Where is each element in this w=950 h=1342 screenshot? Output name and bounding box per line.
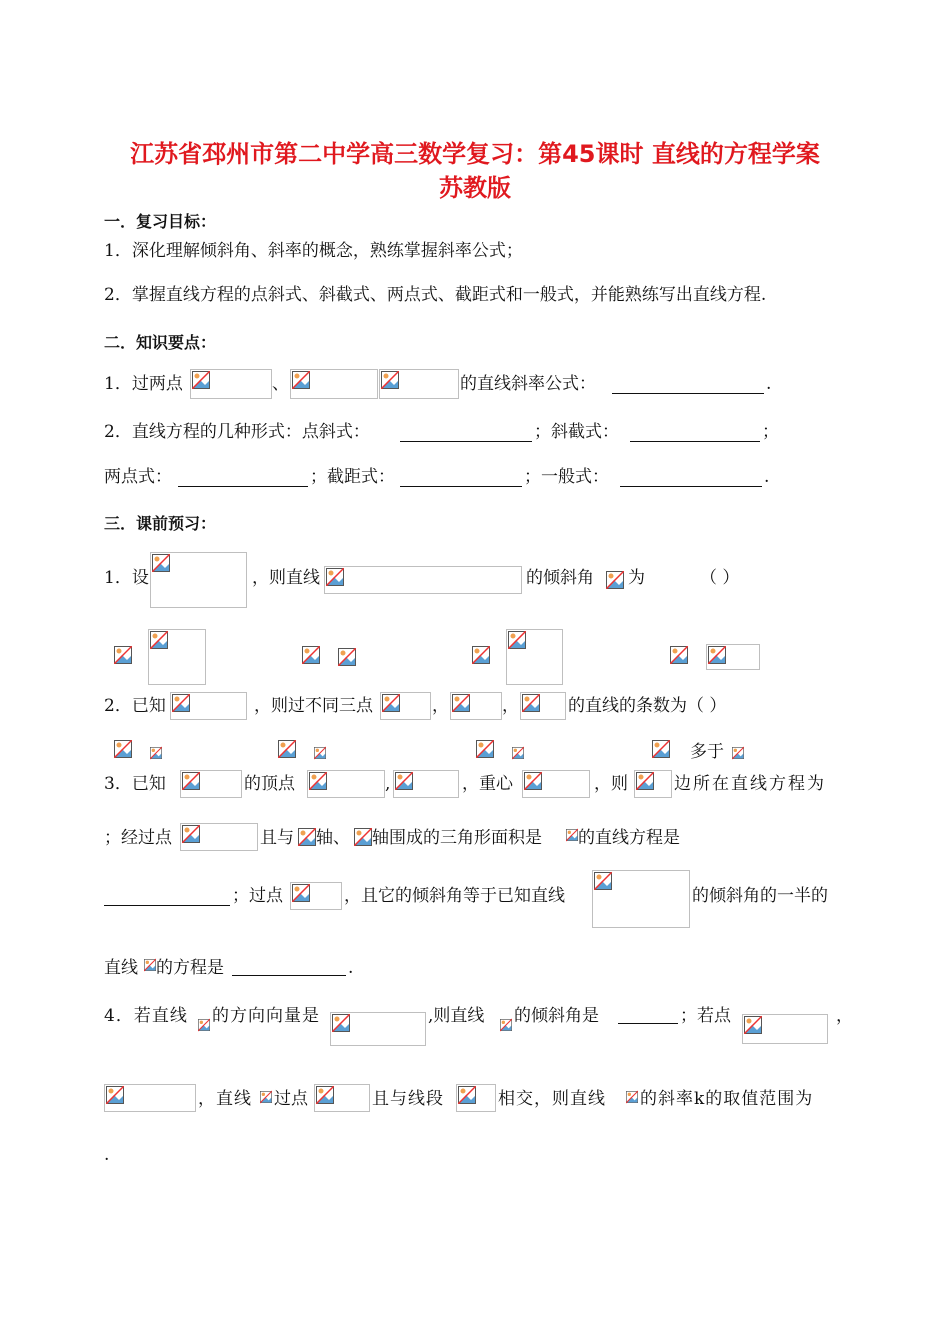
formula-image-icon [564,826,578,848]
pv-q1-mid2: 的倾斜角 [526,568,594,588]
formula-image-icon [104,1084,196,1112]
pv-q3-d: 边所在直线方程为 [674,774,826,794]
document-title-line2: 苏教版 [439,174,511,202]
pv-q3-l2-e: 的直线方程是 [578,828,680,848]
option-d-value-image [706,644,760,670]
formula-image-icon [592,870,690,928]
formula-image-icon [142,956,156,978]
pv-q3-comma: , [385,774,391,794]
formula-image-icon [314,1084,370,1112]
goal-item-1: 1．深化理解倾斜角、斜率的概念，熟练掌握斜率公式； [104,241,523,261]
answer-blank [612,393,764,394]
formula-image-icon [520,692,566,720]
formula-image-icon [604,569,626,591]
pv-q1-mid: ，则直线 [252,568,320,588]
pv-q2-mid: ，则过不同三点 [254,696,373,716]
option-b-image [276,738,302,764]
formula-image-icon [196,1016,210,1040]
kp-q2-d: ；一般式： [524,467,609,487]
formula-image-icon [150,552,247,608]
pv-q3-l2-a: ；经过点 [104,828,172,848]
formula-image-icon [456,1084,496,1112]
option-b-value-image [312,744,326,764]
pv-q4-c: 的倾斜角是 [514,1006,599,1026]
option-a-image [112,644,136,668]
option-c-value-image [510,744,524,764]
kp-q2-prefix: 2．直线方程的几种形式：点斜式： [104,422,370,442]
formula-image-icon [190,369,272,399]
option-d-text: 多于 [690,742,724,762]
pv-q1-prefix: 1．设 [104,568,149,588]
kp-q1-mid: 的直线斜率公式： [460,374,596,394]
formula-image-icon [742,1014,828,1044]
answer-blank [104,905,230,906]
formula-image-icon [624,1088,638,1110]
kp-q1-prefix: 1．过两点 [104,374,183,394]
option-a-value-image [148,629,206,685]
kp-q2-c: ；截距式： [310,467,395,487]
formula-image-icon [180,770,242,798]
option-a-image [112,738,138,764]
answer-blank [178,486,308,487]
option-d-value-image [730,744,744,764]
formula-image-icon [307,770,385,798]
pv-q1-end: 为 [628,568,645,588]
pv-q3-l3-a: ；过点 [232,886,283,906]
formula-image-icon [290,882,342,910]
pv-q2-end: 的直线的条数为（ ） [568,696,727,716]
section-heading-review-goals: 一．复习目标： [104,212,217,231]
kp-q1-sep: 、 [272,374,289,394]
pv-q4-end: . [104,1145,110,1165]
answer-blank [400,441,532,442]
formula-image-icon [258,1088,272,1110]
kp-q1-end: . [766,374,772,394]
pv-q4-l2-a: ，直线 [198,1089,252,1109]
option-d-image [668,644,692,668]
pv-q4-b: ,则直线 [428,1006,485,1026]
kp-q2-line2-prefix: 两点式： [104,467,172,487]
answer-blank [618,1023,678,1024]
pv-q3-l3-c: 的倾斜角的一半的 [692,886,828,906]
option-c-image [474,738,500,764]
pv-q3-b: ，重心 [462,774,513,794]
pv-q2-comma: ， [432,696,449,716]
pv-q3-l4-a: 直线 [104,958,138,978]
document-title-line1: 江苏省邳州市第二中学高三数学复习：第45课时 直线的方程学案 [130,140,820,168]
pv-q4-l2-c: 且与线段 [372,1089,444,1109]
answer-blank [620,486,762,487]
option-d-image [650,738,676,764]
kp-q2-b: ； [762,422,779,442]
section-heading-preview: 三．课前预习： [104,514,217,533]
pv-q4-e: ， [836,1006,853,1026]
pv-q3-a: 的顶点 [244,774,295,794]
formula-image-icon [330,1012,426,1046]
formula-image-icon [393,770,459,798]
pv-q4-l2-d: 相交，则直线 [498,1089,606,1109]
pv-q4-d: ；若点 [680,1006,731,1026]
pv-q4-a: 的方向向量是 [212,1006,320,1026]
pv-q4-prefix: 4．若直线 [104,1006,188,1026]
formula-image-icon [380,692,431,720]
option-a-value-image [148,744,162,764]
formula-image-icon [498,1016,512,1040]
pv-q4-l2-e: 的斜率k的取值范围为 [640,1089,814,1109]
formula-image-icon [634,770,672,798]
pv-q4-l2-b: 过点 [274,1089,308,1109]
formula-image-icon [352,826,372,848]
formula-image-icon [180,823,258,851]
option-b-value-image [336,646,358,668]
pv-q3-l3-b: ，且它的倾斜角等于已知直线 [344,886,565,906]
formula-image-icon [522,770,590,798]
option-c-image [470,644,494,668]
pv-q1-paren: （ ） [700,568,740,588]
formula-image-icon [379,369,459,399]
kp-q2-end: . [764,467,770,487]
option-b-image [300,644,324,668]
kp-q2-a: ；斜截式： [534,422,619,442]
pv-q2-comma: ， [502,696,519,716]
pv-q3-prefix: 3．已知 [104,774,166,794]
formula-image-icon [324,566,522,594]
pv-q3-l4-b: 的方程是 [156,958,224,978]
formula-image-icon [296,826,316,848]
option-c-value-image [506,629,563,685]
pv-q3-l2-c: 轴、 [316,828,350,848]
pv-q3-l2-d: 轴围成的三角形面积是 [372,828,542,848]
pv-q3-c: ，则 [594,774,628,794]
pv-q3-l2-b: 且与 [260,828,294,848]
formula-image-icon [170,692,247,720]
section-heading-key-points: 二．知识要点： [104,333,217,352]
answer-blank [630,441,760,442]
goal-item-2: 2．掌握直线方程的点斜式、斜截式、两点式、截距式和一般式，并能熟练写出直线方程. [104,285,767,305]
formula-image-icon [450,692,502,720]
pv-q3-l4-end: . [348,958,354,978]
answer-blank [400,486,522,487]
formula-image-icon [290,369,378,399]
pv-q2-prefix: 2．已知 [104,696,166,716]
answer-blank [232,975,346,976]
